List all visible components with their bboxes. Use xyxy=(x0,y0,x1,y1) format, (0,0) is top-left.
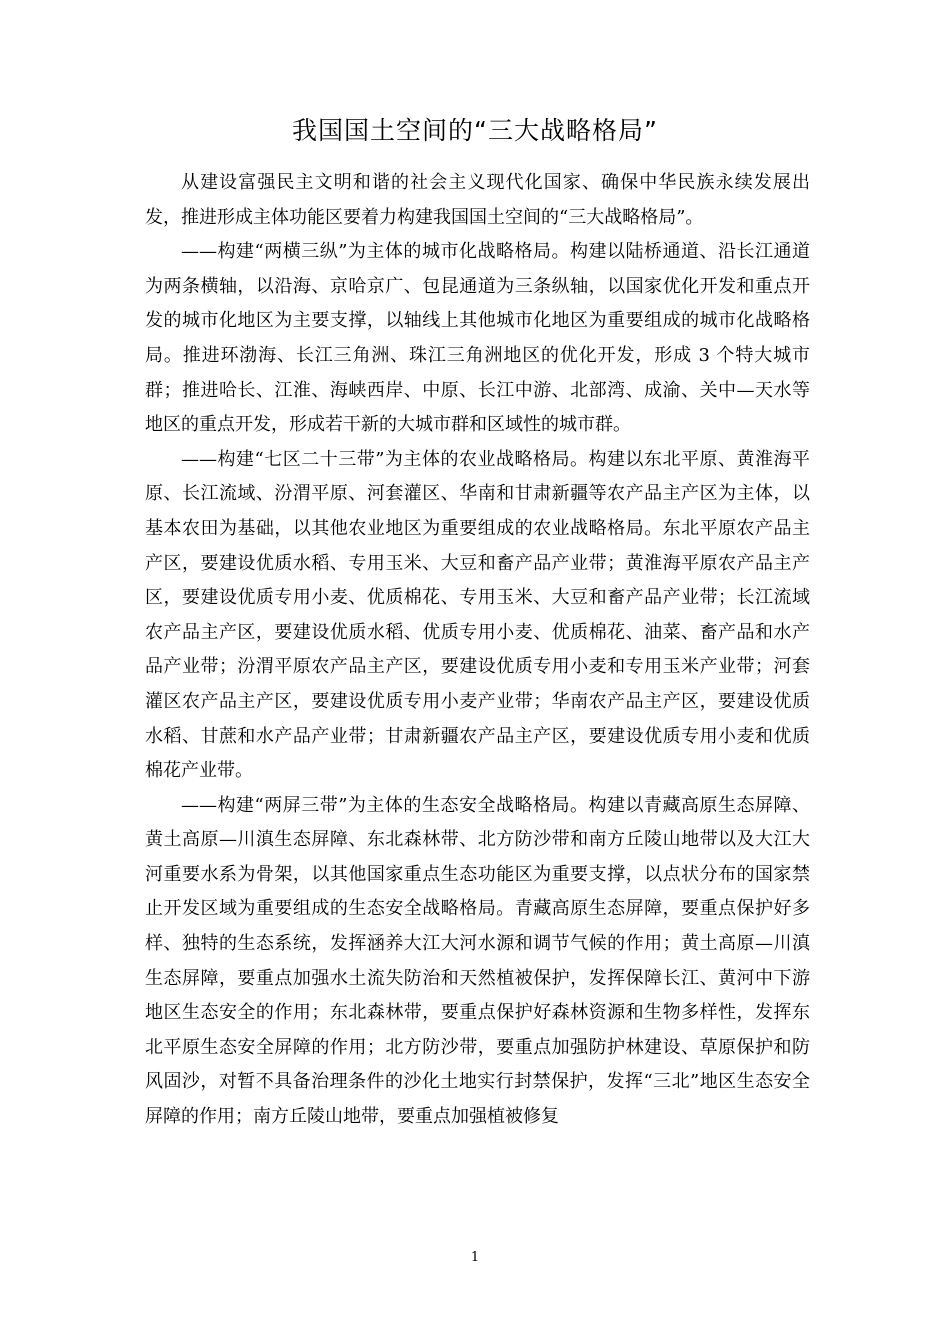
paragraph-intro: 从建设富强民主文明和谐的社会主义现代化国家、确保中华民族永续发展出发，推进形成主体功能区要着力构建我国国土空间的“三大战略格局”。 xyxy=(145,172,810,228)
paragraph-urbanization: ——构建“两横三纵”为主体的城市化战略格局。构建以陆桥通道、沿长江通道为两条横轴，以沿海、京哈京广、包昆通道为三条纵轴，以国家优化开发和重点开发的城市化地区为主要支撑，以轴线上其他城市化地区为重要组成的城市化战略格局。推进环渤海、长江三角洲、珠江三角洲地区的优化开发，形成 3 个特大城市群；推进哈长、江淮、海峡西岸、中原、长江中游、北部湾、成渝、关中—天水等地区的重点开发，形成若干新的大城市群和区域性的城市群。 xyxy=(145,241,810,436)
document-title: 我国国土空间的“三大战略格局” xyxy=(292,116,658,145)
page-number: 1 xyxy=(470,1250,480,1265)
paragraph-ecology: ——构建“两屏三带”为主体的生态安全战略格局。构建以青藏高原生态屏障、黄土高原—川滇生态屏障、东北森林带、北方防沙带和南方丘陵山地带以及大江大河重要水系为骨架，以其他国家重点生态功能区为重要支撑，以点状分布的国家禁止开发区域为重要组成的生态安全战略格局。青藏高原生态屏障，要重点保护好多样、独特的生态系统，发挥涵养大江大河水源和调节气候的作用；黄土高原—川滇生态屏障，要重点加强水土流失防治和天然植被保护，发挥保障长江、黄河中下游地区生态安全的作用；东北森林带，要重点保护好森林资源和生物多样性，发挥东北平原生态安全屏障的作用；北方防沙带，要重点加强防护林建设、草原保护和防风固沙，对暂不具备治理条件的沙化土地实行封禁保护，发挥“三北”地区生态安全屏障的作用；南方丘陵山地带，要重点加强植被修复 xyxy=(145,794,810,1128)
paragraph-agriculture: ——构建“七区二十三带”为主体的农业战略格局。构建以东北平原、黄淮海平原、长江流域、汾渭平原、河套灌区、华南和甘肃新疆等农产品主产区为主体，以基本农田为基础，以其他农业地区为重要组成的农业战略格局。东北平原农产品主产区，要建设优质水稻、专用玉米、大豆和畜产品产业带；黄淮海平原农产品主产区，要建设优质专用小麦、优质棉花、专用玉米、大豆和畜产品产业带；长江流域农产品主产区，要建设优质水稻、优质专用小麦、优质棉花、油菜、畜产品和水产品产业带；汾渭平原农产品主产区，要建设优质专用小麦和专用玉米产业带；河套灌区农产品主产区，要建设优质专用小麦产业带；华南农产品主产区，要建设优质水稻、甘蔗和水产品产业带；甘肃新疆农产品主产区，要建设优质专用小麦和优质棉花产业带。 xyxy=(145,448,810,782)
document-body xyxy=(145,166,810,1135)
